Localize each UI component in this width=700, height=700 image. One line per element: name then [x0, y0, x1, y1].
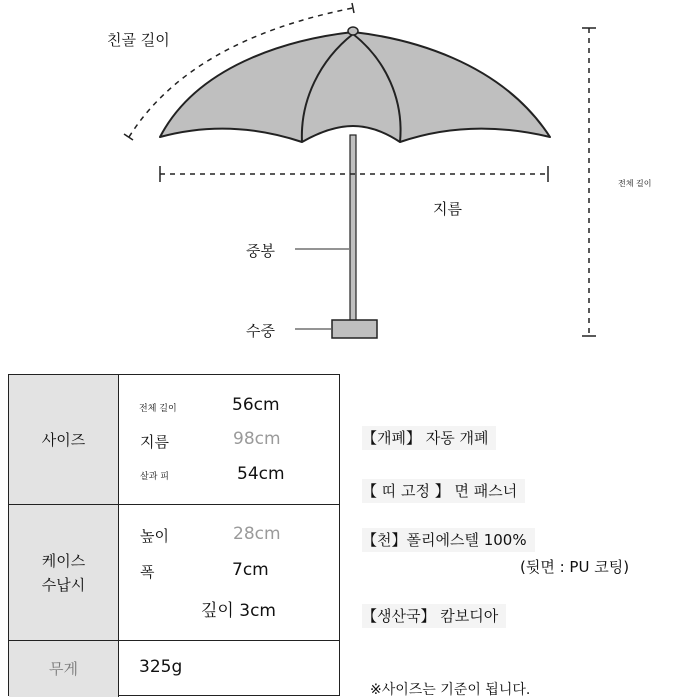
rib-arc-end-tick	[124, 134, 133, 140]
diameter-label: 지름	[433, 200, 462, 218]
origin-note	[362, 605, 506, 626]
rib-arc-top-tick	[352, 3, 354, 13]
case-width-label: 폭	[140, 563, 155, 581]
size-footnote: ※사이즈는 기준이 됩니다.	[370, 682, 531, 698]
umbrella-canopy	[160, 32, 550, 142]
weight-header-cell	[9, 641, 119, 697]
diameter-row-label: 지름	[140, 433, 169, 451]
case-section	[9, 505, 339, 641]
rib-length-label: 친골 길이	[107, 31, 170, 49]
shaft-label: 중봉	[246, 242, 275, 260]
total-length-row-label: 전체 길이	[139, 404, 177, 414]
open-type-note	[362, 427, 496, 448]
umbrella-handle	[332, 320, 377, 338]
strap-text: 【 띠 고정 】 면 패스너	[362, 479, 525, 503]
fabric-text: 【천】폴리에스텔 100%	[362, 528, 535, 552]
size-header: 사이즈	[41, 430, 86, 449]
total-length-label: 전체 길이	[618, 179, 652, 188]
origin-text: 【생산국】 캄보디아	[362, 604, 506, 628]
total-length-row-value: 56cm	[232, 395, 280, 415]
weight-value: 325g	[139, 657, 183, 677]
handle-label: 수중	[246, 322, 275, 340]
umbrella-top-cap	[348, 27, 358, 35]
case-height-label: 높이	[140, 527, 169, 545]
size-section	[9, 375, 339, 505]
case-height-value: 28cm	[233, 524, 281, 544]
size-header-cell	[9, 375, 119, 504]
weight-section	[9, 641, 339, 697]
spec-table	[8, 374, 340, 696]
case-header-cell	[9, 505, 119, 640]
weight-header: 무게	[49, 660, 78, 678]
strap-note	[362, 480, 525, 501]
open-type-text: 【개폐】 자동 개폐	[362, 426, 496, 450]
rib-row-value: 54cm	[237, 464, 285, 484]
case-depth-value: 깊이 3cm	[201, 601, 276, 621]
umbrella-shaft	[350, 135, 356, 321]
case-header: 케이스 수납시	[41, 551, 86, 594]
case-width-value: 7cm	[232, 560, 269, 580]
fabric-sub-note: (뒷면 : PU 코팅)	[520, 558, 630, 576]
fabric-note	[362, 529, 535, 550]
rib-row-label: 살과 피	[140, 472, 169, 482]
diameter-row-value: 98cm	[233, 429, 281, 449]
